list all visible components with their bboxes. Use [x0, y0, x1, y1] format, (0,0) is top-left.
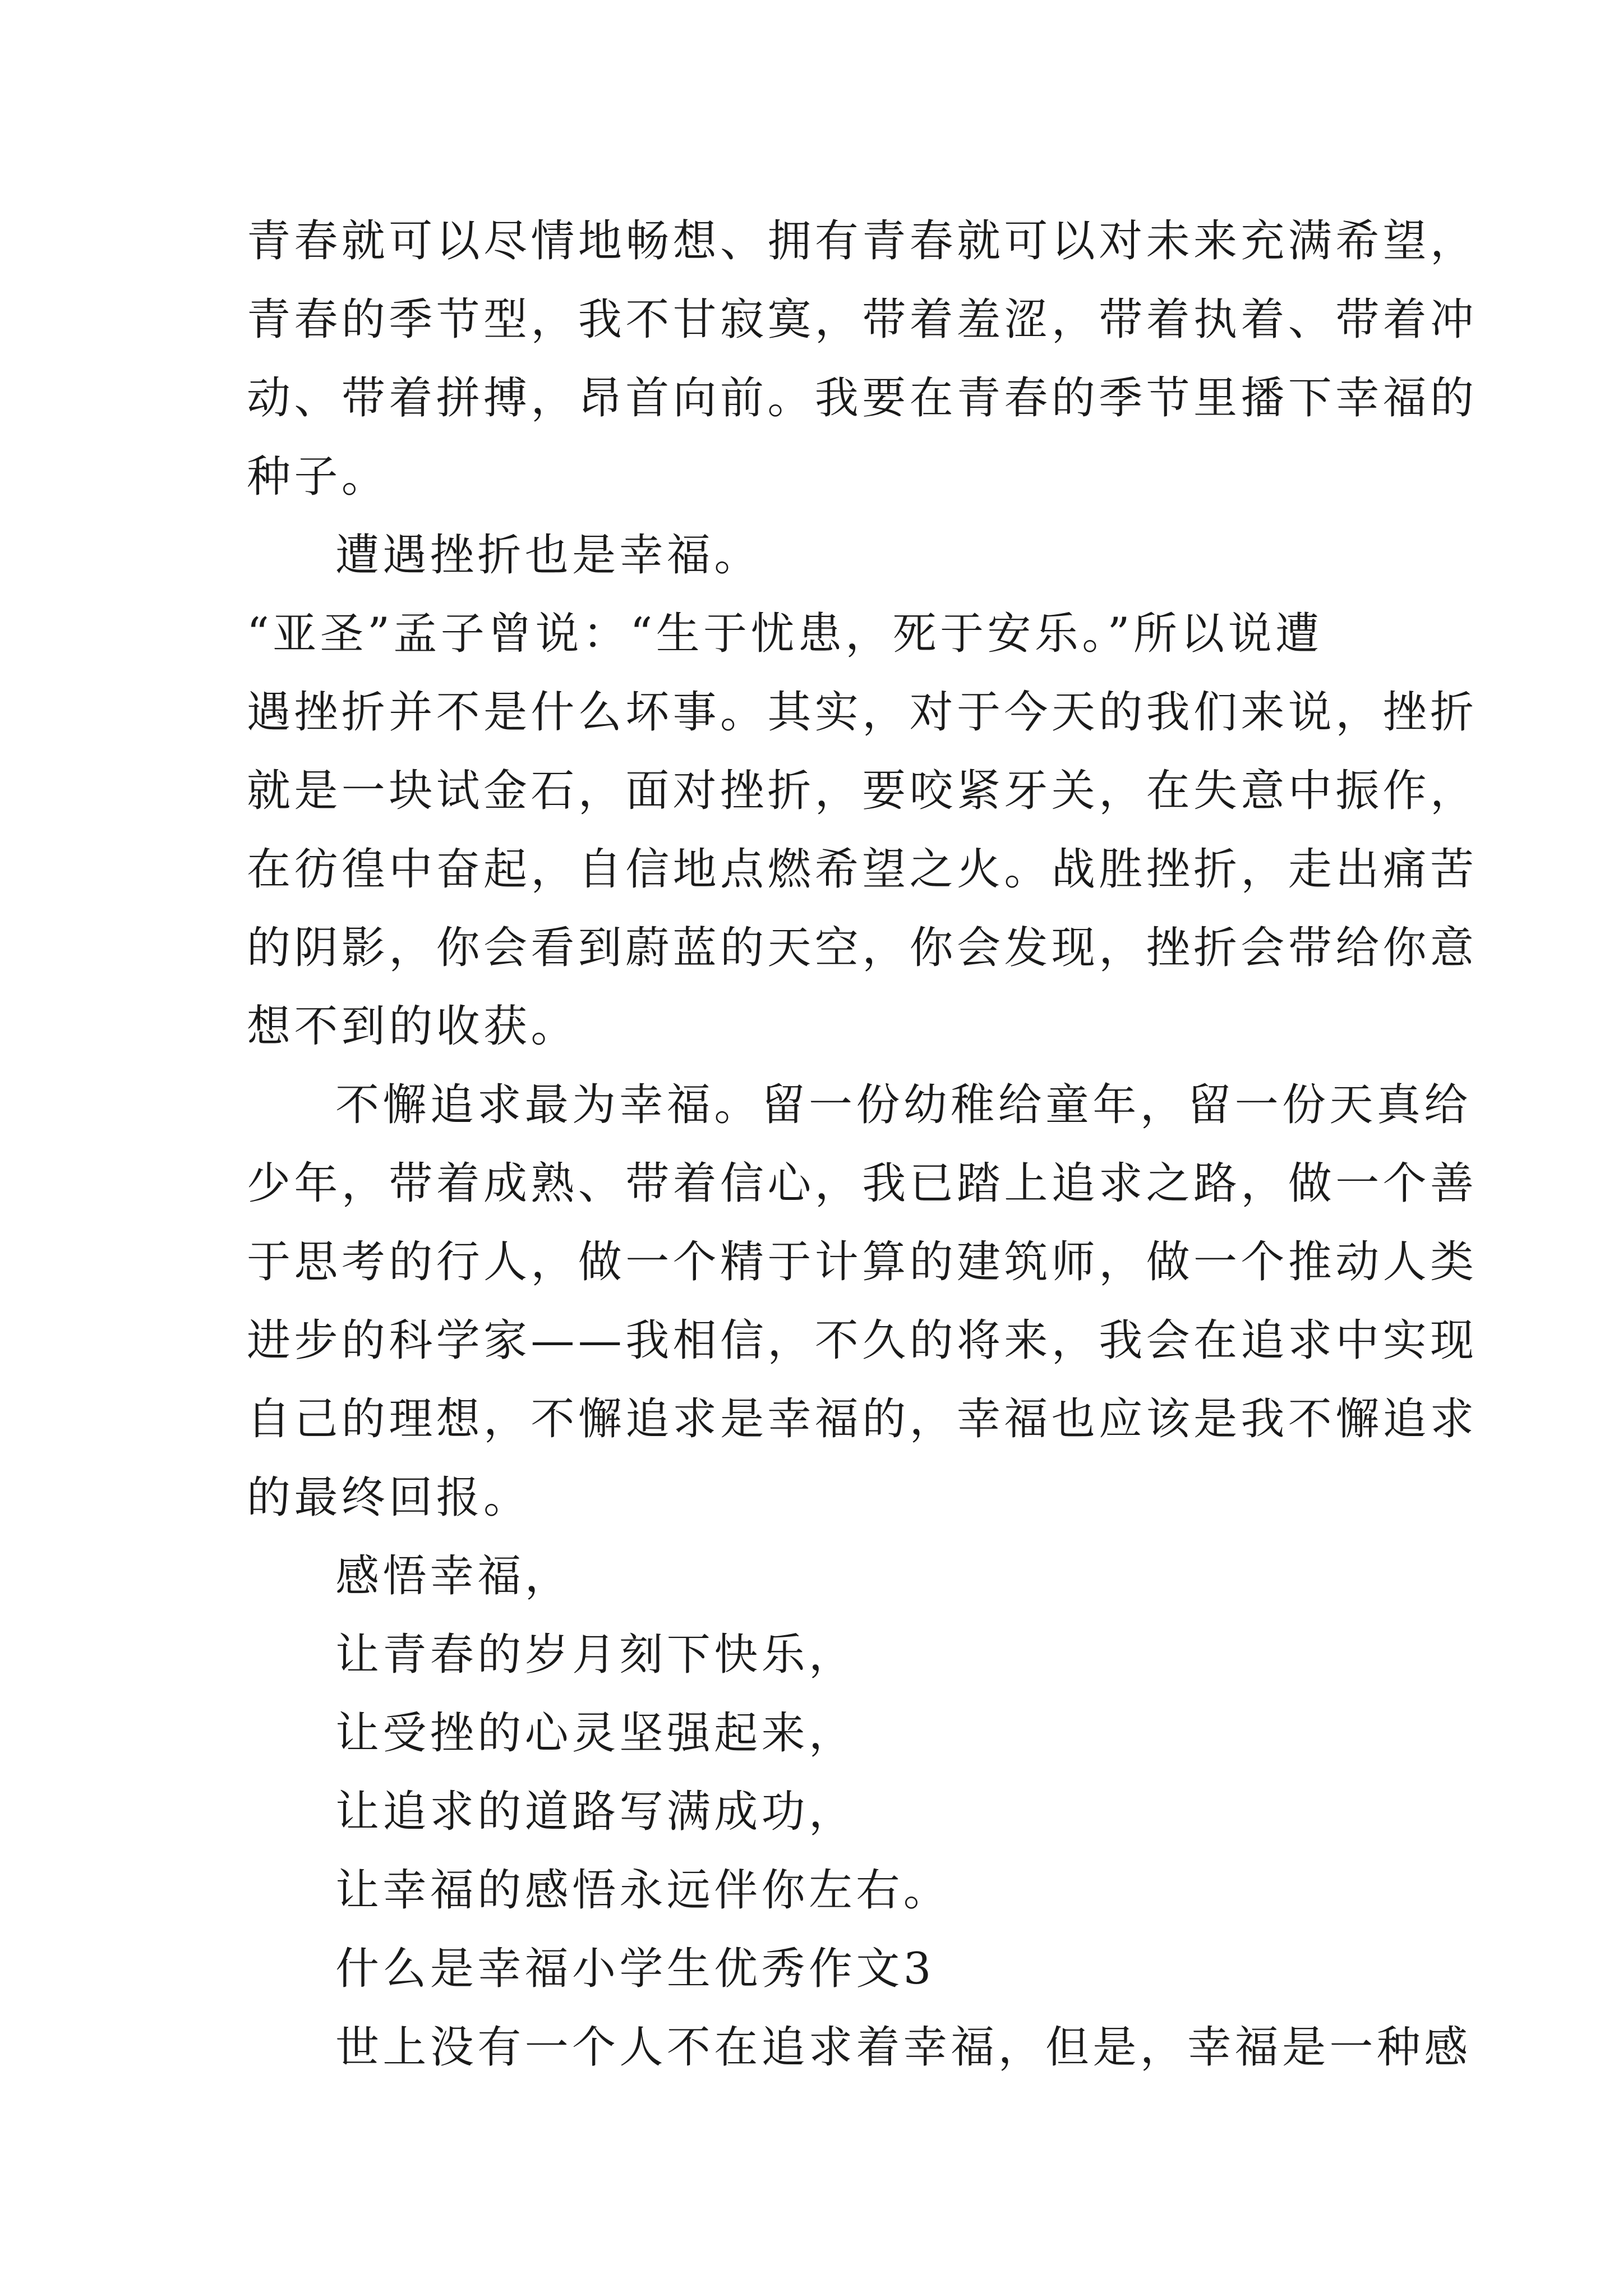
paragraph-line: 青春就可以尽情地畅想、拥有青春就可以对未来充满希望， [247, 216, 1478, 266]
paragraph-line: 少年，带着成熟、带着信心，我已踏上追求之路，做一个善 [247, 1158, 1478, 1209]
paragraph-line: 遭遇挫折也是幸福。 [335, 530, 762, 581]
paragraph-line: 于思考的行人，做一个精于计算的建筑师，做一个推动人类 [247, 1237, 1478, 1287]
paragraph-line: 青春的季节型，我不甘寂寞，带着羞涩，带着执着、带着冲 [247, 295, 1478, 345]
paragraph-line: 想不到的收获。 [247, 1001, 578, 1052]
section-title: 什么是幸福小学生优秀作文3 [335, 1944, 935, 1994]
poem-line: 感悟幸福， [335, 1551, 573, 1602]
paragraph-line: 在彷徨中奋起，自信地点燃希望之火。战胜挫折，走出痛苦 [247, 844, 1478, 895]
poem-line: 让受挫的心灵坚强起来， [335, 1708, 856, 1759]
poem-line: 让追求的道路写满成功， [335, 1787, 856, 1837]
paragraph-line: 自己的理想，不懈追求是幸福的，幸福也应该是我不懈追求 [247, 1394, 1478, 1444]
paragraph-line: 动、带着拼搏，昂首向前。我要在青春的季节里播下幸福的 [247, 373, 1478, 424]
paragraph-line: “亚圣”孟子曾说：“生于忧患，死于安乐。”所以说遭 [247, 609, 1323, 659]
paragraph-line: 就是一块试金石，面对挫折，要咬紧牙关，在失意中振作， [247, 766, 1478, 816]
paragraph-line: 进步的科学家——我相信，不久的将来，我会在追求中实现 [247, 1315, 1478, 1366]
paragraph-line: 不懈追求最为幸福。留一份幼稚给童年，留一份天真给 [335, 1080, 1472, 1130]
paragraph-line: 遇挫折并不是什么坏事。其实，对于今天的我们来说，挫折 [247, 687, 1478, 738]
paragraph-line: 种子。 [247, 452, 389, 502]
poem-line: 让青春的岁月刻下快乐， [335, 1630, 856, 1680]
paragraph-line: 的最终回报。 [247, 1473, 531, 1523]
paragraph-line: 世上没有一个人不在追求着幸福，但是，幸福是一种感 [335, 2022, 1472, 2073]
paragraph-line: 的阴影，你会看到蔚蓝的天空，你会发现，挫折会带给你意 [247, 923, 1478, 973]
poem-line: 让幸福的感悟永远伴你左右。 [335, 1865, 951, 1916]
